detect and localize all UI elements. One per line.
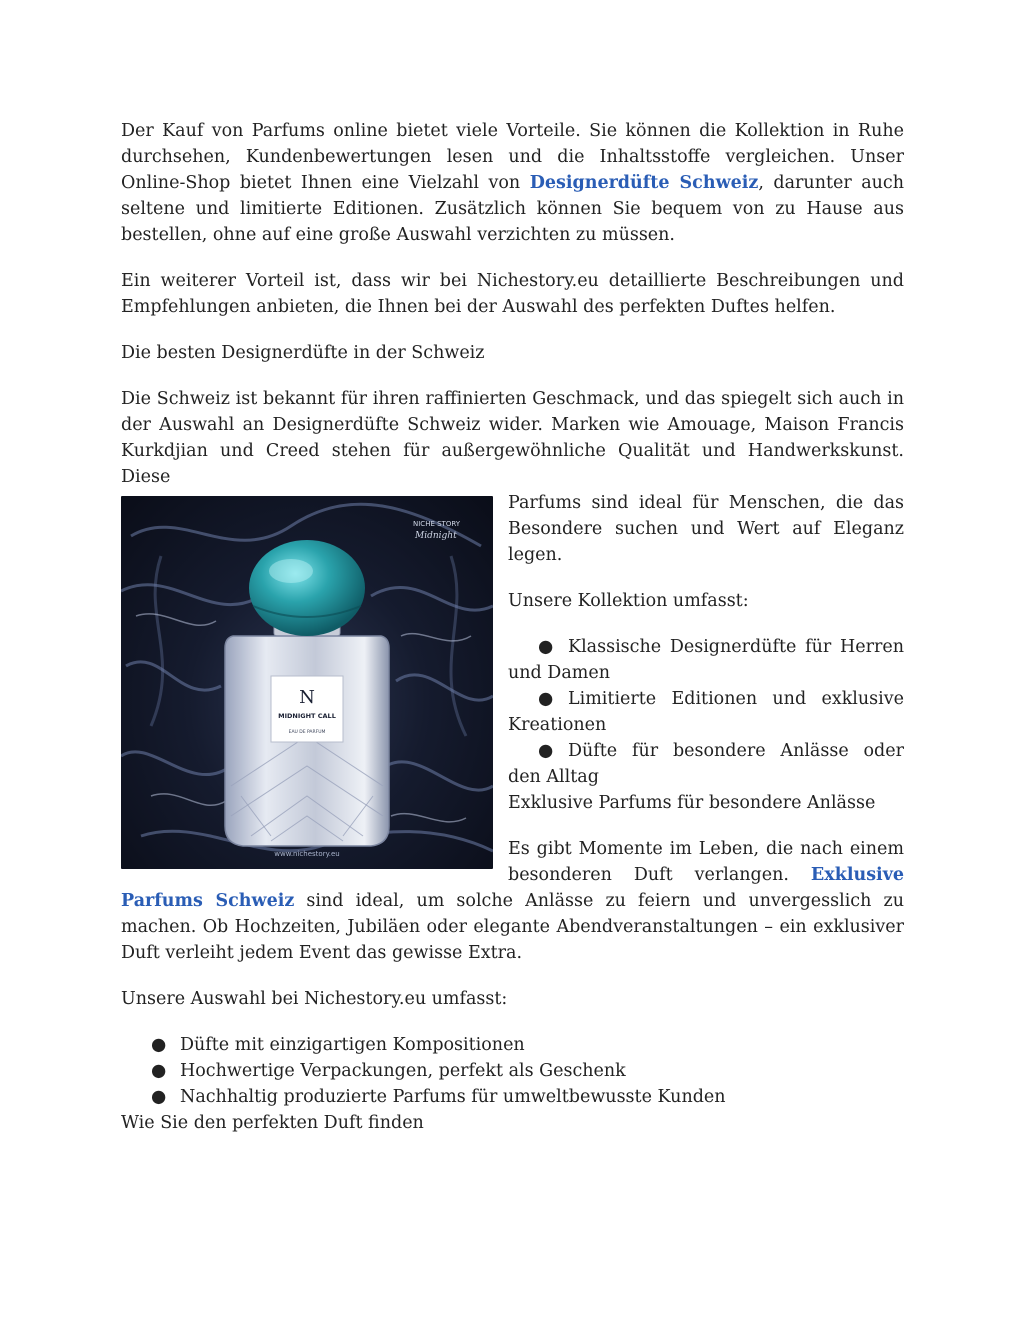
list-item bbox=[121, 686, 904, 738]
image-watermark: www.nichestory.eu bbox=[274, 850, 340, 858]
paragraph-text: Der Kauf von Parfums online bietet viele Vorteile. Sie können die Kollektion in Ruhe durchsehen, Kundenbewertungen lesen und die Inhaltsstoffe vergleichen. Unser Online-Shop bietet Ihnen eine Vielzahl von bbox=[121, 121, 904, 193]
list-item bbox=[121, 1084, 904, 1110]
link-exklusive-parfums-schweiz[interactable]: Exklusive Parfums Schweiz bbox=[121, 865, 904, 911]
bullet: ● bbox=[538, 741, 554, 761]
bottle-name: MIDNIGHT CALL bbox=[278, 712, 336, 720]
heading-exclusive-occasions: Exklusive Parfums für besondere Anlässe bbox=[508, 793, 876, 813]
paragraph-text: , darunter auch seltene und limitierte Editionen. Zusätzlich können Sie bequem von zu Hause aus bestellen, ohne auf eine große Auswahl verzichten zu müssen. bbox=[121, 173, 904, 245]
selection-intro: Unsere Auswahl bei Nichestory.eu umfasst: bbox=[121, 989, 508, 1009]
bullet: ● bbox=[151, 1061, 167, 1081]
corner-brand-text: NICHE STORY bbox=[413, 520, 461, 528]
bullet: ● bbox=[151, 1035, 167, 1055]
paragraph-online-benefits bbox=[121, 118, 904, 248]
bottle-logo-letter: N bbox=[299, 687, 315, 708]
collection-list bbox=[121, 634, 904, 790]
bullet: ● bbox=[538, 689, 554, 709]
paragraph-switzerland-taste-part2: Parfums sind ideal für Menschen, die das Besondere suchen und Wert auf Eleganz legen. bbox=[508, 493, 904, 565]
list-item bbox=[121, 634, 904, 686]
paragraph-nichestory-advantage: Ein weiterer Vorteil ist, dass wir bei Nichestory.eu detaillierte Beschreibungen und Empfehlungen anbieten, die Ihnen bei der Auswahl des perfekten Duftes helfen. bbox=[121, 271, 904, 317]
paragraph-text: sind ideal, um solche Anlässe zu feiern und unvergesslich zu machen. Ob Hochzeiten, Jubiläen oder elegante Abendveranstaltungen – ein exklusiver Duft verleiht jedem Event das gewisse Extra. bbox=[121, 891, 904, 963]
heading-best-designer-fragrances: Die besten Designerdüfte in der Schweiz bbox=[121, 343, 485, 363]
list-item bbox=[121, 738, 904, 790]
list-item bbox=[121, 1058, 904, 1084]
collection-intro: Unsere Kollektion umfasst: bbox=[508, 591, 749, 611]
list-item-text: Limitierte Editionen und exklusive Kreationen bbox=[508, 689, 904, 735]
corner-script-text: Midnight bbox=[415, 531, 457, 541]
heading-find-perfect-scent: Wie Sie den perfekten Duft finden bbox=[121, 1113, 424, 1133]
bottle-subtitle: EAU DE PARFUM bbox=[288, 730, 326, 735]
paragraph-switzerland-taste-part1: Die Schweiz ist bekannt für ihren raffinierten Geschmack, und das spiegelt sich auch in der Auswahl an Designerdüfte Schweiz wider. Marken wie Amouage, Maison Francis Kurkdjian und Creed stehen für außergewöhnliche Qualität und Handwerkskunst. Diese bbox=[121, 389, 904, 487]
list-item-text: Düfte mit einzigartigen Kompositionen bbox=[180, 1035, 525, 1055]
list-item-text: Düfte für besondere Anlässe oder den Alltag bbox=[508, 741, 904, 787]
list-item-text: Hochwertige Verpackungen, perfekt als Geschenk bbox=[180, 1061, 626, 1081]
bullet: ● bbox=[151, 1087, 167, 1107]
list-item bbox=[121, 1032, 904, 1058]
list-item-text: Klassische Designerdüfte für Herren und Damen bbox=[508, 637, 904, 683]
paragraph-text: Es gibt Momente im Leben, die nach einem besonderen Duft verlangen. bbox=[508, 839, 904, 885]
list-item-text: Nachhaltig produzierte Parfums für umweltbewusste Kunden bbox=[180, 1087, 726, 1107]
link-designerduefte-schweiz[interactable]: Designerdüfte Schweiz bbox=[529, 173, 759, 193]
selection-list bbox=[121, 1032, 904, 1110]
bullet: ● bbox=[538, 637, 554, 657]
document-page bbox=[121, 118, 904, 1136]
